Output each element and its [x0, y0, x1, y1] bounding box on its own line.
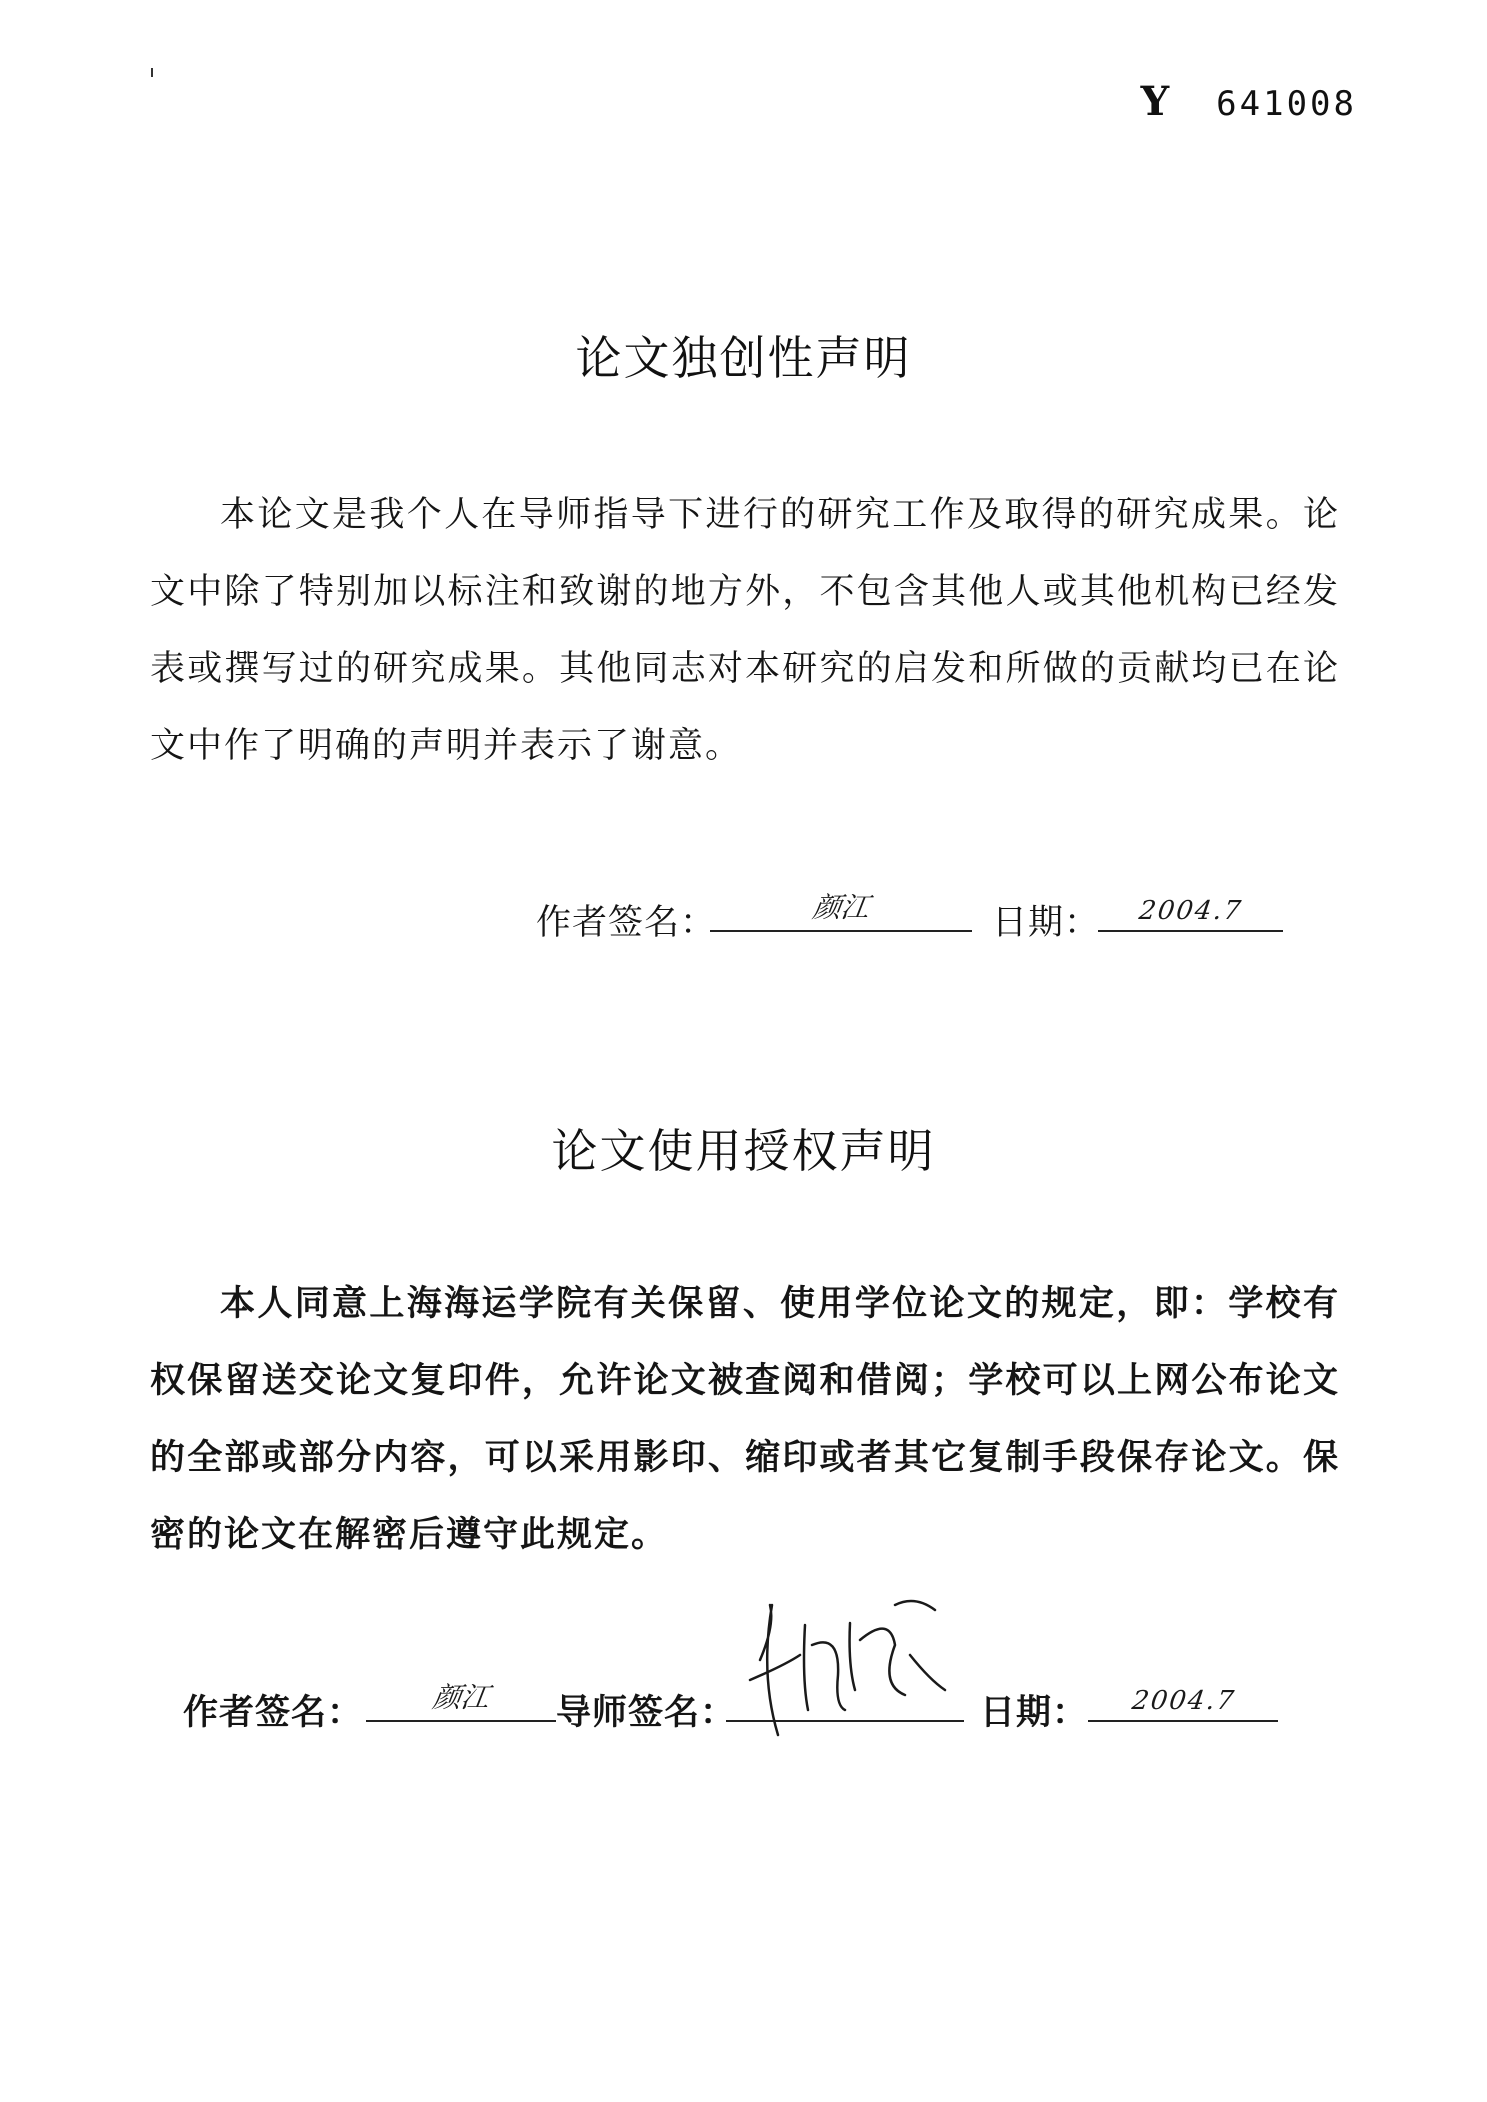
catalog-number-value: 641008: [1216, 84, 1357, 124]
originality-author-label: 作者签名：: [536, 903, 717, 943]
originality-date-line: [1098, 890, 1283, 932]
originality-date-label: 日期：: [992, 903, 1101, 943]
authorization-author-signature: 颜江: [430, 1681, 492, 1714]
scan-speck: [151, 68, 153, 77]
authorization-date-line: [1088, 1680, 1278, 1722]
originality-title: 论文独创性声明: [575, 331, 912, 385]
catalog-number: [1141, 78, 1357, 125]
originality-author-signature: 颜江: [810, 891, 872, 924]
originality-body: 本论文是我个人在导师指导下进行的研究工作及取得的研究成果。论文中除了特别加以标注和致谢的地方外，不包含其他人或其他机构已经发表或撰写过的研究成果。其他同志对本研究的启发和所做的贡献均已在论文中作了明确的声明并表示了谢意。: [150, 495, 1340, 766]
authorization-author-label: 作者签名：: [183, 1692, 364, 1733]
authorization-date-value: 2004.7: [1129, 1686, 1237, 1716]
originality-date-value: 2004.7: [1137, 896, 1245, 926]
catalog-mark: Y: [1140, 78, 1173, 125]
authorization-date-label: 日期：: [980, 1692, 1089, 1733]
authorization-author-signature-line: [366, 1680, 556, 1722]
authorization-title: 论文使用授权声明: [551, 1124, 936, 1178]
originality-author-signature-line: [710, 890, 972, 932]
advisor-signature-scribble: [730, 1585, 970, 1750]
advisor-label: 导师签名：: [556, 1692, 737, 1733]
authorization-body: 本人同意上海海运学院有关保留、使用学位论文的规定，即：学校有权保留送交论文复印件，允许论文被查阅和借阅；学校可以上网公布论文的全部或部分内容，可以采用影印、缩印或者其它复制手段保存论文。保密的论文在解密后遵守此规定。: [150, 1283, 1340, 1555]
